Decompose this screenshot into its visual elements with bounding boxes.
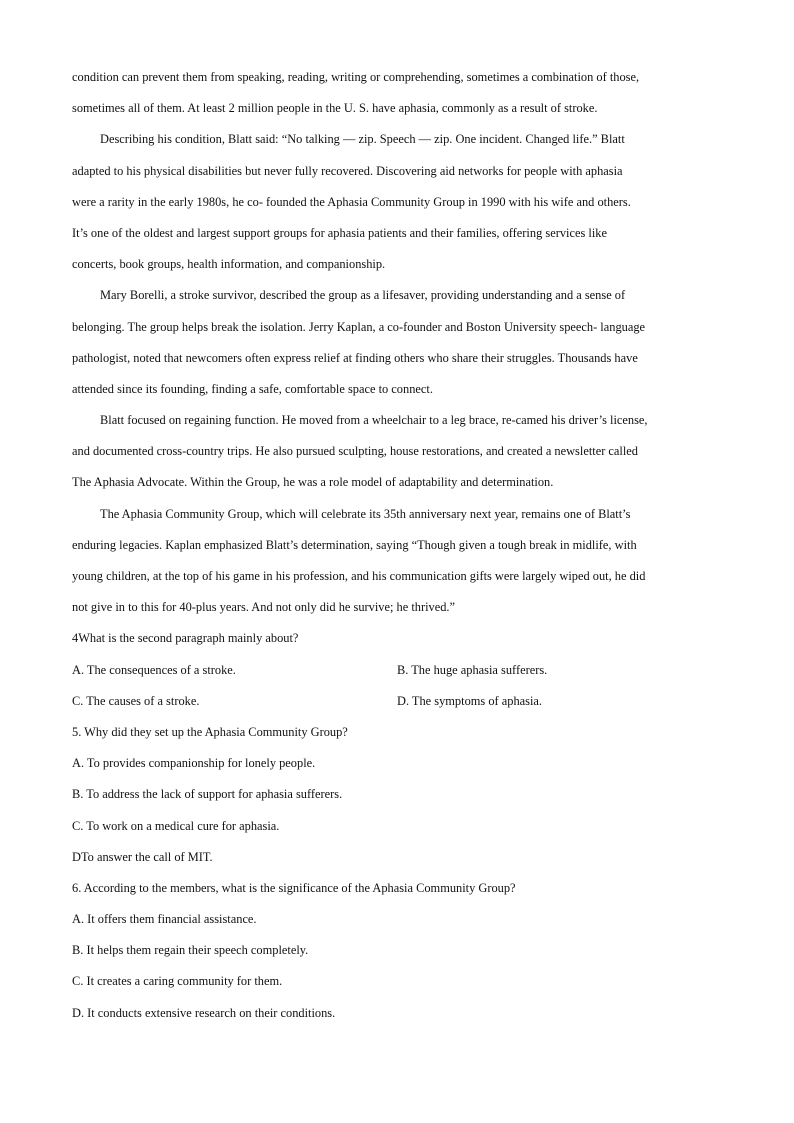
text-line: It’s one of the oldest and largest support groups for aphasia patients and their families, offering services like: [72, 225, 607, 240]
text-line: and documented cross-country trips. He also pursued sculpting, house restorations, and created a newsletter called: [72, 444, 639, 459]
text-line: condition can prevent them from speaking, reading, writing or comprehending, sometimes a combination of those,: [72, 70, 640, 84]
paragraph-3: [72, 280, 732, 405]
text-line: attended since its founding, finding a safe, comfortable space to connect.: [72, 381, 433, 396]
text-line: were a rarity in the early 1980s, he co- founded the Aphasia Community Group in 1990 with his wife and others.: [72, 194, 631, 209]
paragraph-2: [72, 124, 732, 280]
option-a: A. It offers them financial assistance.: [72, 912, 257, 927]
text-line: young children, at the top of his game in his profession, and his communication gifts were largely wiped out, he did: [72, 569, 646, 583]
text-line: Mary Borelli, a stroke survivor, described the group as a lifesaver, providing understanding and a sense of: [100, 288, 626, 303]
paragraph-4: [72, 405, 732, 499]
text-line: Blatt focused on regaining function. He moved from a wheelchair to a leg brace, re-camed his driver’s license,: [100, 413, 648, 428]
question-stem: 6. According to the members, what is the significance of the Aphasia Community Group?: [72, 880, 516, 895]
option-c: C. It creates a caring community for them.: [72, 974, 283, 989]
question-stem: 4What is the second paragraph mainly about?: [72, 631, 299, 646]
text-line: Describing his condition, Blatt said: “No talking — zip. Speech — zip. One incident. Changed life.” Blatt: [100, 132, 625, 147]
question-stem: 5. Why did they set up the Aphasia Community Group?: [72, 724, 348, 739]
option-c: C. To work on a medical cure for aphasia.: [72, 818, 280, 833]
option-b: B. To address the lack of support for aphasia sufferers.: [72, 787, 343, 802]
paragraph-5: [72, 499, 732, 624]
text-line: belonging. The group helps break the isolation. Jerry Kaplan, a co-founder and Boston University speech- language: [72, 319, 646, 334]
option-c: C. The causes of a stroke.: [72, 693, 200, 708]
option-b: B. The huge aphasia sufferers.: [397, 662, 548, 677]
options-row: [72, 655, 732, 686]
text-line: pathologist, noted that newcomers often express relief at finding others who share their struggles. Thousands have: [72, 350, 638, 365]
options-row: [72, 686, 732, 717]
text-line: concerts, book groups, health information, and companionship.: [72, 257, 386, 272]
text-line: enduring legacies. Kaplan emphasized Blatt’s determination, saying “Though given a tough break in midlife, with: [72, 537, 637, 552]
question-5: [72, 717, 732, 873]
text-line: adapted to his physical disabilities but never fully recovered. Discovering aid networks for people with aphasia: [72, 163, 623, 178]
text-line: not give in to this for 40-plus years. And not only did he survive; he thrived.”: [72, 600, 456, 615]
text-line: The Aphasia Community Group, which will celebrate its 35th anniversary next year, remains one of Blatt’s: [100, 506, 631, 521]
option-b: B. It helps them regain their speech completely.: [72, 943, 309, 958]
option-a: A. To provides companionship for lonely people.: [72, 756, 316, 771]
question-6: [72, 873, 732, 1029]
text-line: sometimes all of them. At least 2 million people in the U. S. have aphasia, commonly as a result of stroke.: [72, 101, 598, 116]
paragraph-1: [72, 62, 732, 124]
question-4: [72, 623, 732, 717]
text-line: The Aphasia Advocate. Within the Group, he was a role model of adaptability and determination.: [72, 475, 554, 490]
option-d: D. The symptoms of aphasia.: [397, 693, 542, 708]
option-d: DTo answer the call of MIT.: [72, 849, 213, 864]
option-a: A. The consequences of a stroke.: [72, 662, 236, 677]
document-page: [72, 62, 732, 1029]
option-d: D. It conducts extensive research on their conditions.: [72, 1005, 336, 1020]
